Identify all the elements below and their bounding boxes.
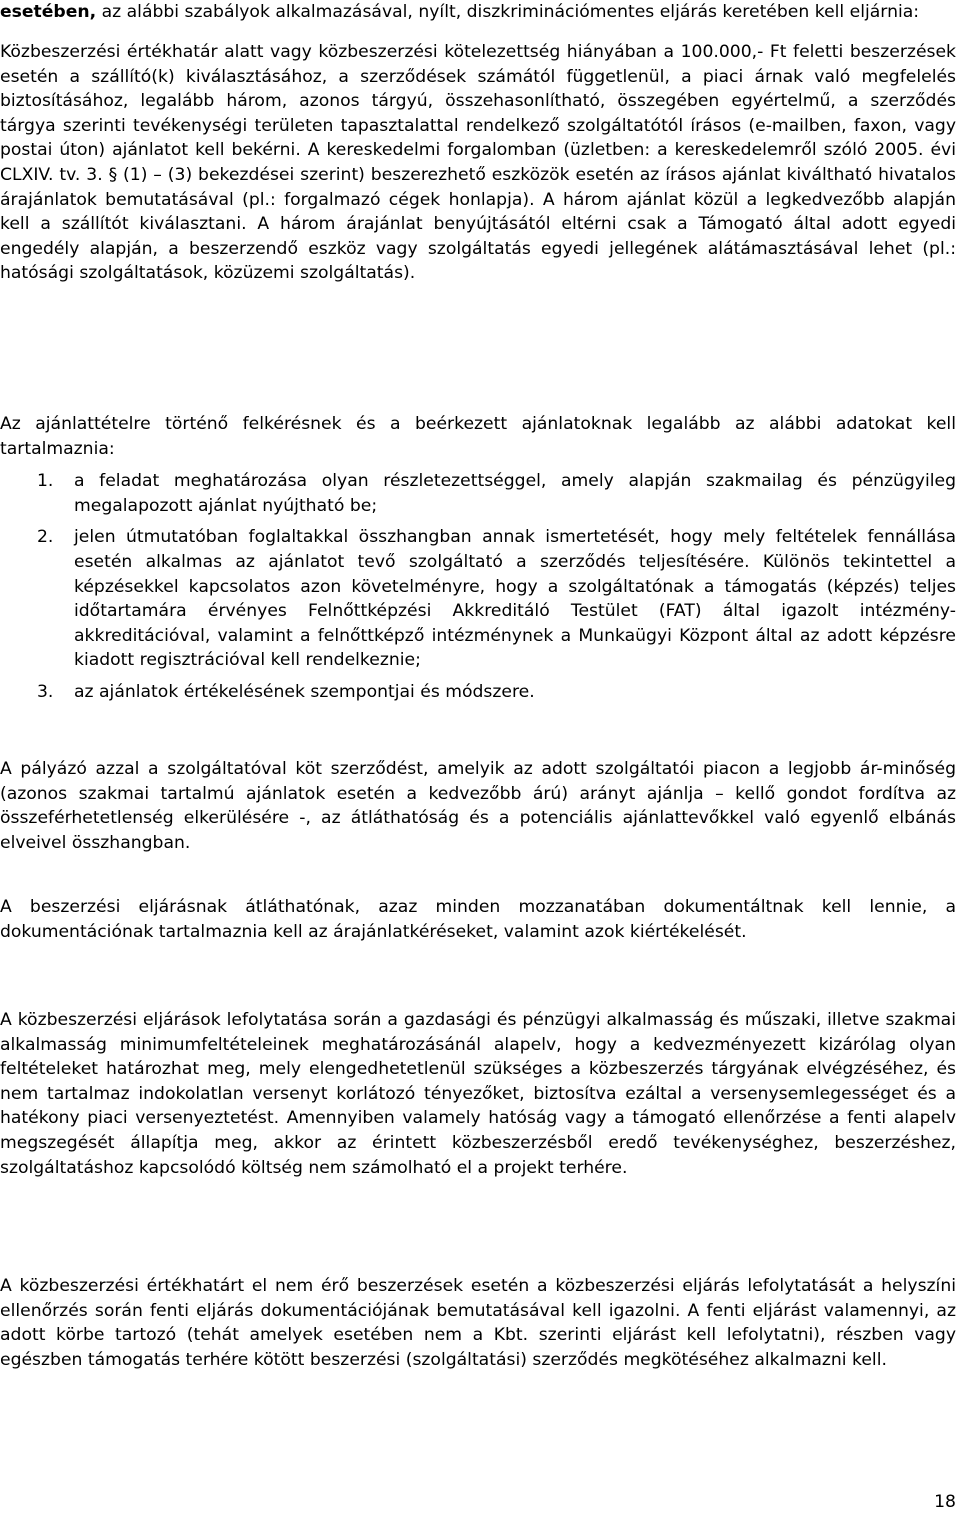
- list-item-text: az ajánlatok értékelésének szempontjai és módszere.: [74, 681, 535, 702]
- procurement-paragraph: A közbeszerzési eljárások lefolytatása során a gazdasági és pénzügyi alkalmasság és műszaki, illetve szakmai alkalmasság minimumfeltételeinek meghatározásánál alapelv, hogy a kedvezményezett kizárólag olyan feltételeket határozhat meg, mely elengedhetetlenül szükséges a közbeszerzés tárgyának elvégzéséhez, és nem tartalmaz indokolatlan versenyt korlátozó tényezőket, biztosítva ezáltal a versenysemlegességet és a hatékony piaci versenyeztetést. Amennyiben valamely hatóság vagy a támogató ellenőrzése a fenti alapelv megszegését állapítja meg, akkor az érintett közbeszerzésből eredő tevékenységhez, beszerzéshez, szolgáltatáshoz kapcsolódó költség nem számolható el a projekt terhére.: [0, 1010, 956, 1178]
- intro-paragraph: [0, 0, 956, 25]
- contract-paragraph: A pályázó azzal a szolgáltatóval köt szerződést, amelyik az adott szolgáltatói piacon a legjobb ár-minőség (azonos szakmai tartalmú ajánlatok esetén a kedvezőbb árú) arányt ajánlja – kellő gondot fordítva az összeférhetetlenség elkerülésére -, az átláthatóság és a potenciális ajánlattevőkkel való egyenlő elbánás elveivel összhangban.: [0, 759, 956, 853]
- request-lead-paragraph: Az ajánlattételre történő felkérésnek és a beérkezett ajánlatoknak legalább az alábbi adatokat kell tartalmaznia:: [0, 414, 956, 459]
- list-item-text: a feladat meghatározása olyan részletezettséggel, amely alapján szakmailag és pénzügyileg megalapozott ajánlat nyújtható be;: [74, 471, 956, 516]
- intro-text: az alábbi szabályok alkalmazásával, nyílt, diszkriminációmentes eljárás keretében kell eljárnia:: [96, 2, 920, 22]
- list-item-number: 1.: [37, 471, 54, 492]
- request-items-list: [0, 469, 956, 704]
- list-item-text: jelen útmutatóban foglaltakkal összhangban annak ismertetését, hogy mely feltételek fennállása esetén alkalmas az ajánlatot tevő szolgáltató a szerződés teljesítésére. Különös tekintettel a képzésekkel kapcsolatos azon követelményre, hogy a szolgáltatónak a támogatás (képzés) teljes időtartamára érvényes Felnőttképzési Akkreditáló Testület (FAT) által igazolt intézmény-akkreditációval, valamint a felnőttképző intézménynek a Munkaügyi Központ által az adott képzésre kiadott regisztrációval kell rendelkeznie;: [74, 527, 956, 671]
- request-section: [0, 412, 956, 712]
- transparency-paragraph: A beszerzési eljárásnak átláthatónak, azaz minden mozzanatában dokumentáltnak kell lennie, a dokumentációnak tartalmaznia kell az árajánlatkéréseket, valamint azok kiértékelését.: [0, 897, 956, 942]
- list-item-number: 3.: [37, 681, 54, 702]
- list-item-number: 2.: [37, 527, 54, 548]
- page-number: 18: [934, 1492, 956, 1512]
- list-item: [0, 680, 956, 705]
- threshold-paragraph: Közbeszerzési értékhatár alatt vagy közbeszerzési kötelezettség hiányában a 100.000,- Ft feletti beszerzések esetén a szállító(k) kiválasztásához, a szerződések számától függetlenül, a piaci árnak való megfelelés biztosításához, legalább három, azonos tárgyú, összehasonlítható, összegében egyértelmű, a szerződés tárgya szerinti tevékenységi területen tapasztalattal rendelkező szolgáltatótól írásos (e-mailben, faxon, vagy postai úton) ajánlatot kell bekérni. A kereskedelmi forgalomban (üzletben: a kereskedelemről szóló 2005. évi CLXIV. tv. 3. § (1) – (3) bekezdései szerint) beszerezhető eszközök esetén az írásos ajánlat kiváltható hivatalos árajánlatok bemutatásával (pl.: forgalmazó cégek honlapja). A három ajánlat közül a legkedvezőbb alapján kell a szállítót kiválasztani. A három árajánlat benyújtásától eltérni csak a Támogató által adott egyedi engedély alapján, a beszerzendő eszköz vagy szolgáltatás egyedi jellegének alátámasztásával lehet (pl.: hatósági szolgáltatások, közüzemi szolgáltatás).: [0, 42, 956, 284]
- list-item: [0, 469, 956, 518]
- intro-bold-word: esetében,: [0, 2, 97, 22]
- list-item: [0, 525, 956, 673]
- onsite-check-paragraph: A közbeszerzési értékhatárt el nem érő beszerzések esetén a közbeszerzési eljárás lefolytatását a helyszíni ellenőrzés során fenti eljárás dokumentációjának bemutatásával kell igazolni. A fenti eljárást valamennyi, az adott körbe tartozó (tehát amelyek esetében nem a Kbt. szerinti eljárást kell lefolytatni), részben vagy egészben támogatás terhére kötött beszerzési (szolgáltatási) szerződés megkötéséhez alkalmazni kell.: [0, 1276, 956, 1370]
